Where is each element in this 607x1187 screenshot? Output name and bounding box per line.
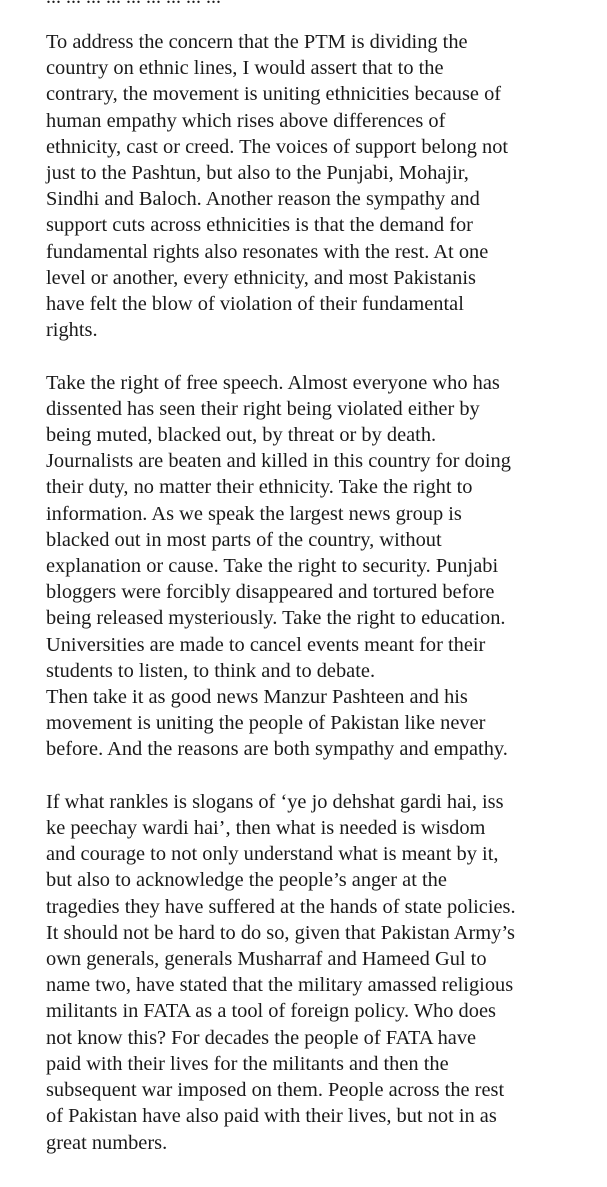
- text-line: country on ethnic lines, I would assert that to the: [46, 57, 444, 80]
- text-line: human empathy which rises above differences of: [46, 109, 446, 132]
- text-line: Universities are made to cancel events meant for their: [46, 633, 486, 656]
- text-line: dissented has seen their right being violated either by: [46, 397, 480, 420]
- text-line: blacked out in most parts of the country, without: [46, 528, 442, 551]
- text-line: have felt the blow of violation of their fundamental: [46, 293, 464, 316]
- text-line: of Pakistan have also paid with their lives, but not in as: [46, 1105, 497, 1128]
- text-line: To address the concern that the PTM is dividing the: [46, 31, 468, 53]
- text-line: not know this? For decades the people of FATA have: [46, 1026, 477, 1049]
- text-line: being released mysteriously. Take the right to education.: [46, 607, 506, 630]
- article-body: [46, 29, 576, 1156]
- text-line: Journalists are beaten and killed in this country for doing: [46, 450, 511, 473]
- text-line: contrary, the movement is uniting ethnicities because of: [46, 83, 502, 106]
- text-line: but also to acknowledge the people’s anger at the: [46, 869, 447, 892]
- text-line: great numbers.: [46, 1131, 168, 1154]
- text-line: Sindhi and Baloch. Another reason the sympathy and: [46, 188, 480, 211]
- text-line: ethnicity, cast or creed. The voices of support belong not: [46, 135, 509, 158]
- paragraph-spacer: [46, 343, 576, 369]
- text-line: just to the Pashtun, but also to the Punjabi, Mohajir,: [46, 162, 469, 185]
- text-line: movement is uniting the people of Pakistan like never: [46, 712, 486, 735]
- text-line: tragedies they have suffered at the hands of state policies.: [46, 895, 516, 918]
- text-line: information. As we speak the largest news group is: [46, 502, 462, 525]
- text-line: Take the right of free speech. Almost everyone who has: [46, 371, 500, 394]
- text-line: own generals, generals Musharraf and Hameed Gul to: [46, 948, 487, 971]
- paragraph-slogans-policy: [46, 789, 576, 1156]
- paragraph-fundamental-rights: [46, 370, 576, 763]
- text-line: name two, have stated that the military amassed religious: [46, 974, 514, 997]
- text-line: being muted, blacked out, by threat or by death.: [46, 424, 437, 447]
- cropped-previous-line: [0, 0, 607, 7]
- text-line: and courage to not only understand what is meant by it,: [46, 843, 499, 866]
- text-line: explanation or cause. Take the right to security. Punjabi: [46, 555, 499, 578]
- text-line: level or another, every ethnicity, and most Pakistanis: [46, 266, 476, 289]
- text-line: students to listen, to think and to debate.: [46, 659, 376, 682]
- text-line: before. And the reasons are both sympathy and empathy.: [46, 738, 508, 761]
- text-line: bloggers were forcibly disappeared and tortured before: [46, 581, 495, 604]
- text-line: support cuts across ethnicities is that the demand for: [46, 214, 473, 237]
- text-line: paid with their lives for the militants and then the: [46, 1052, 449, 1075]
- paragraph-spacer: [46, 763, 576, 789]
- paragraph-ptm-ethnic-lines: [46, 29, 576, 343]
- text-line: If what rankles is slogans of ‘ye jo dehshat gardi hai, iss: [46, 790, 504, 813]
- text-line: militants in FATA as a tool of foreign policy. Who does: [46, 1000, 496, 1023]
- text-line: fundamental rights also resonates with the rest. At one: [46, 240, 489, 263]
- text-line: ke peechay wardi hai’, then what is needed is wisdom: [46, 817, 486, 840]
- text-line: Then take it as good news Manzur Pashteen and his: [46, 686, 468, 709]
- text-line: subsequent war imposed on them. People across the rest: [46, 1079, 505, 1102]
- text-line: rights.: [46, 319, 98, 342]
- text-line: It should not be hard to do so, given that Pakistan Army’s: [46, 921, 515, 944]
- text-line: their duty, no matter their ethnicity. Take the right to: [46, 476, 473, 499]
